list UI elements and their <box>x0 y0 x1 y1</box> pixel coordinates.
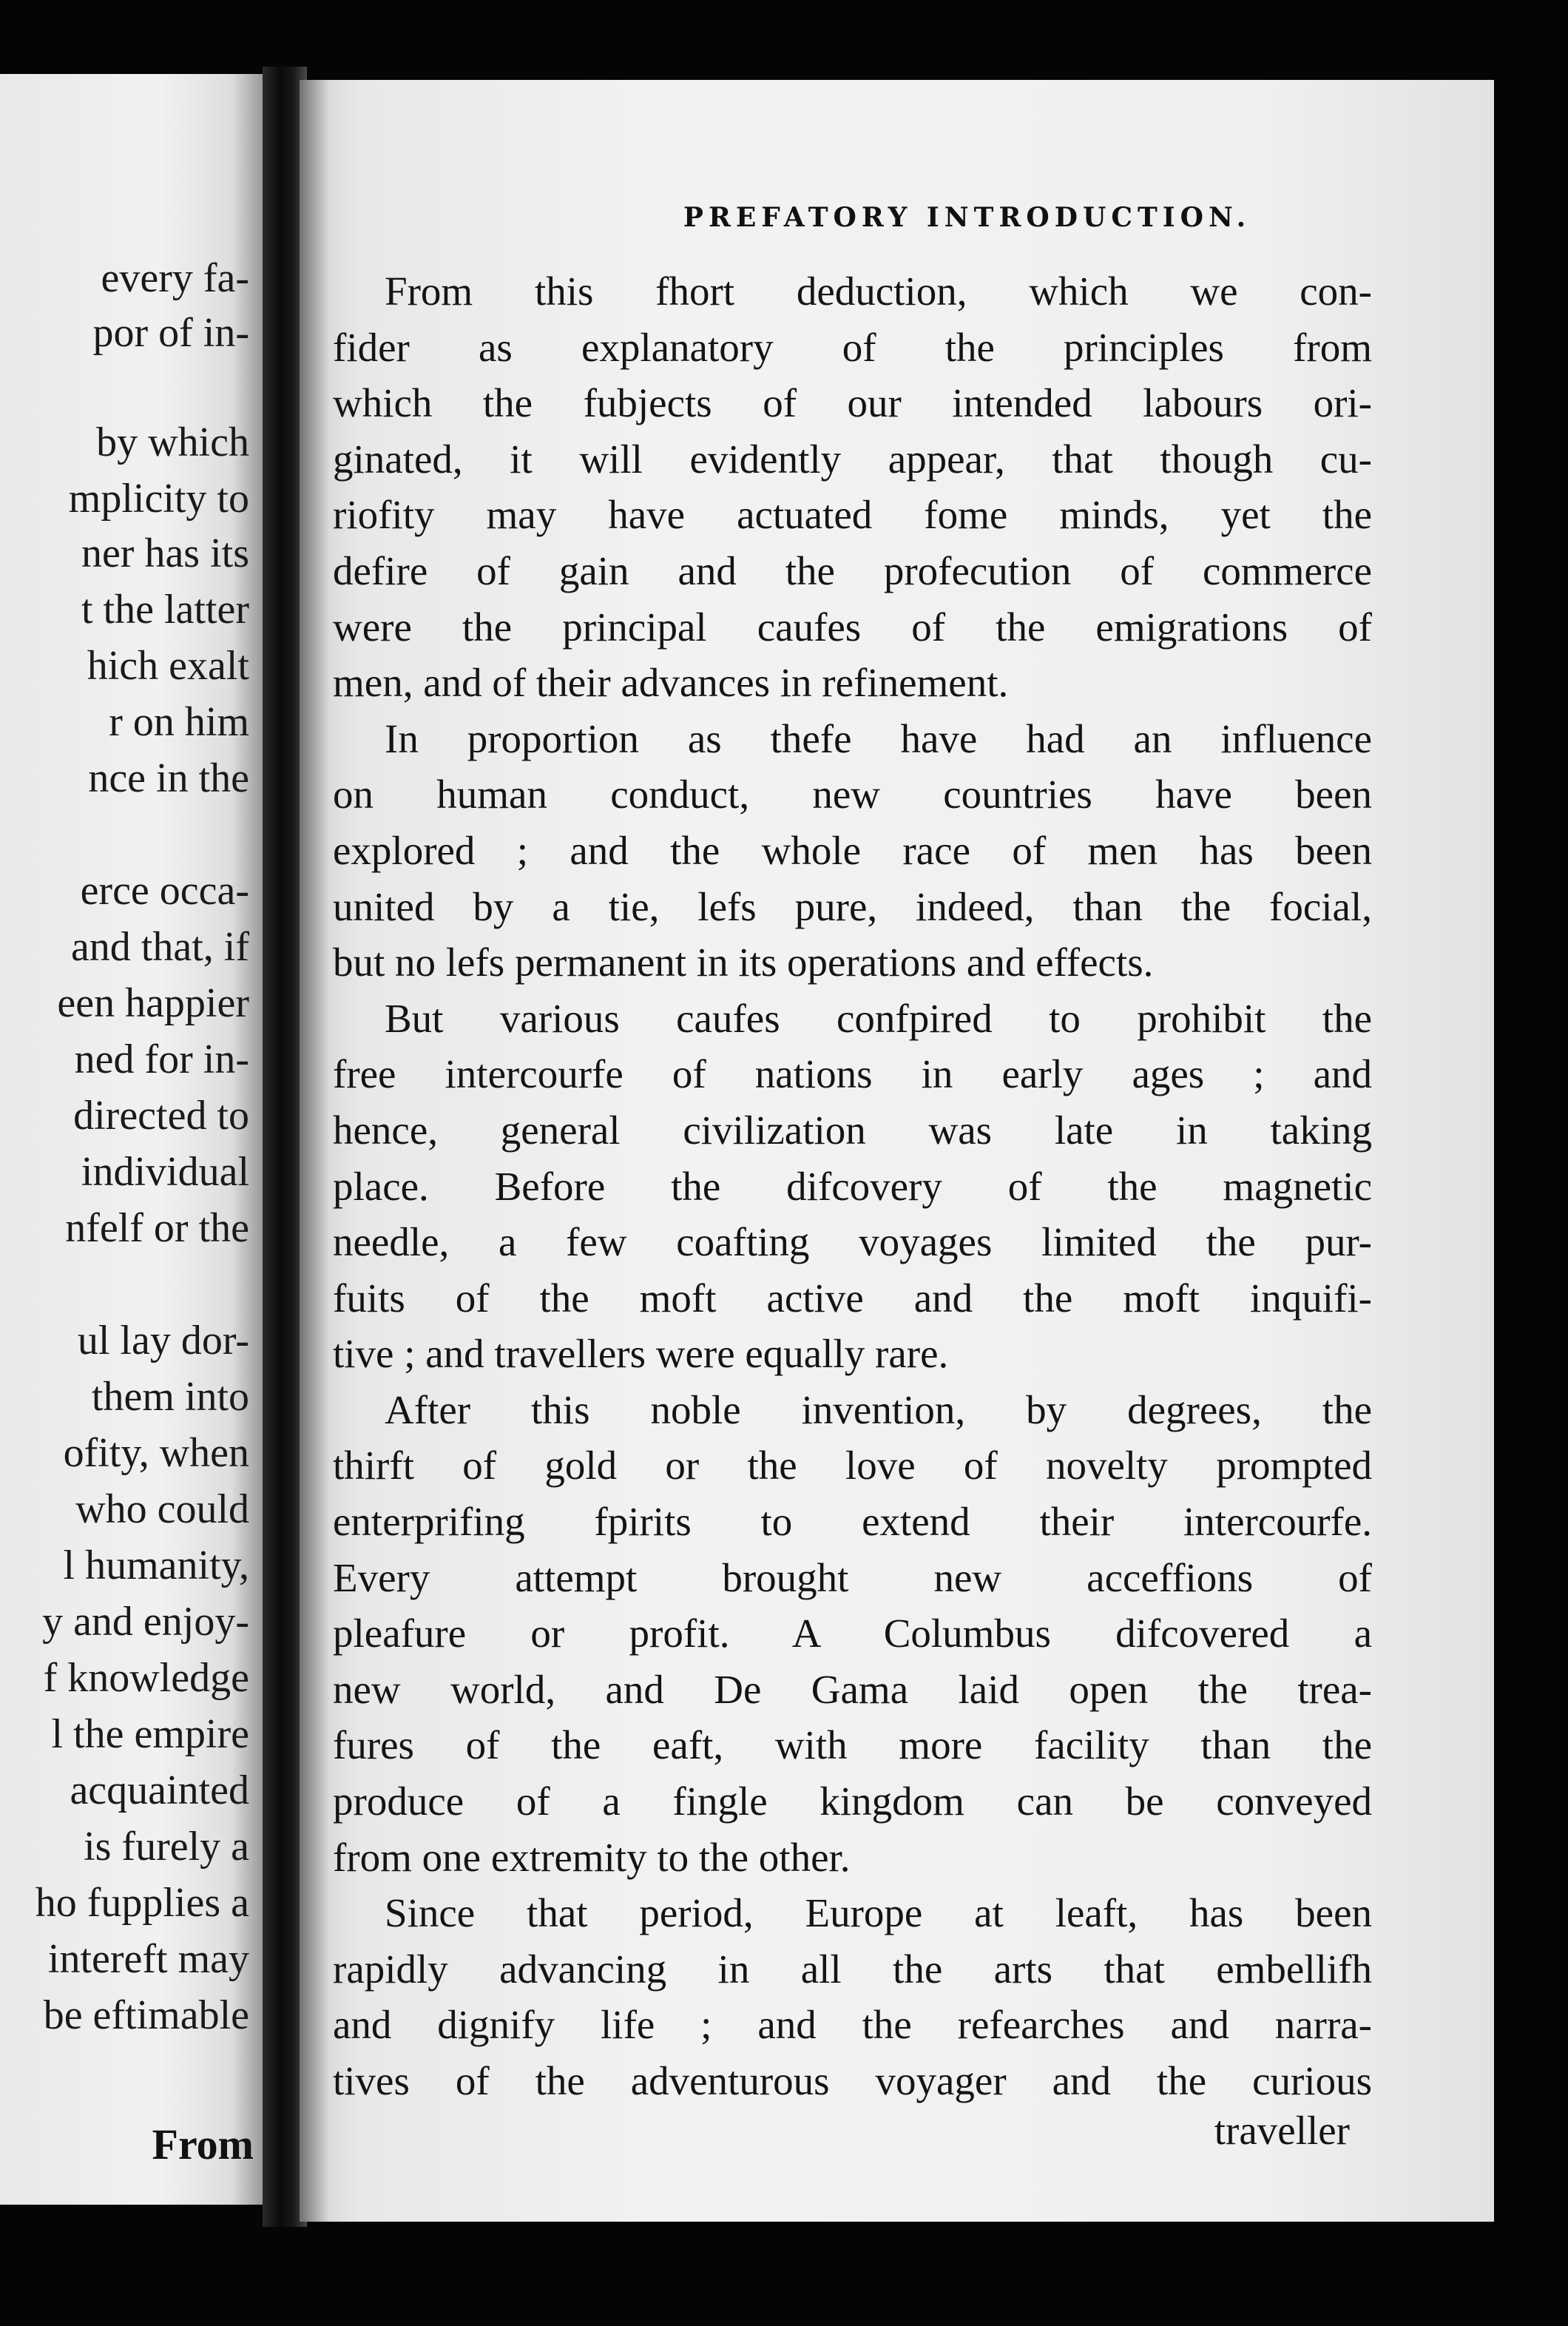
left-text-line: ofity, when <box>63 1430 249 1476</box>
text-line: but no lefs permanent in its operations and effects. <box>333 940 1154 985</box>
text-line: on human conduct, new countries have been <box>333 772 1372 818</box>
text-line: thirft of gold or the love of novelty prompted <box>333 1443 1372 1489</box>
page-body-text <box>333 263 1372 2109</box>
text-line: tives of the adventurous voyager and the curious <box>333 2058 1372 2103</box>
text-line: riofity may have actuated fome minds, yet the <box>333 492 1372 538</box>
left-text-line: and that, if <box>70 924 249 970</box>
left-text-line: them into <box>91 1374 249 1420</box>
text-line: united by a tie, lefs pure, indeed, than the focial, <box>333 883 1372 929</box>
left-text-line: nce in the <box>88 755 249 801</box>
text-line: defire of gain and the profecution of commerce <box>333 547 1372 593</box>
text-line: needle, a few coafting voyages limited the pur- <box>333 1219 1372 1265</box>
left-text-line: f knowledge <box>43 1655 249 1701</box>
left-text-line: l humanity, <box>63 1543 249 1588</box>
left-text-line: intereft may <box>47 1936 249 1982</box>
text-line: new world, and De Gama laid open the trea- <box>333 1666 1372 1712</box>
left-text-line: erce occa- <box>80 868 249 914</box>
left-text-line: directed to <box>73 1093 249 1139</box>
text-line: But various caufes confpired to prohibit the <box>385 995 1372 1041</box>
left-text-line: nfelf or the <box>65 1205 249 1251</box>
left-text-line: acquainted <box>70 1767 249 1813</box>
left-text-line: por of in- <box>92 310 249 356</box>
text-line: free intercourfe of nations in early ages ; and <box>333 1051 1372 1097</box>
left-text-line: y and enjoy- <box>42 1599 249 1645</box>
left-text-line: ul lay dor- <box>77 1318 249 1363</box>
left-text-line: ned for in- <box>74 1036 249 1082</box>
left-text-line: be eftimable <box>43 1992 249 2038</box>
text-line: produce of a fingle kingdom can be conveyed <box>333 1779 1372 1824</box>
left-text-line: hich exalt <box>87 643 249 689</box>
text-line: Every attempt brought new acceffions of <box>333 1554 1372 1600</box>
text-line: Since that period, Europe at leaft, has been <box>385 1890 1372 1936</box>
text-line: enterprifing fpirits to extend their intercourfe. <box>333 1499 1372 1545</box>
text-line: In proportion as thefe have had an influence <box>385 715 1372 761</box>
left-text-line: ner has its <box>81 530 249 576</box>
text-line: pleafure or profit. A Columbus difcovered a <box>333 1611 1372 1656</box>
text-line: from one extremity to the other. <box>333 1834 851 1880</box>
left-text-line: t the latter <box>81 587 249 633</box>
left-text-line: ho fupplies a <box>35 1880 249 1926</box>
text-line: ginated, it will evidently appear, that though cu- <box>333 436 1372 482</box>
left-text-line: who could <box>75 1486 249 1532</box>
text-line: fider as explanatory of the principles from <box>333 324 1372 370</box>
running-head: PREFATORY INTRODUCTION. <box>683 202 1251 233</box>
left-page-fragment <box>0 74 263 2205</box>
text-line: explored ; and the whole race of men has been <box>333 827 1372 873</box>
text-line: men, and of their advances in refinement. <box>333 660 1009 706</box>
text-line: fures of the eaft, with more facility than the <box>333 1722 1372 1768</box>
text-line: and dignify life ; and the refearches and narra- <box>333 2002 1372 2048</box>
catchword: traveller <box>1214 2108 1350 2153</box>
text-line: tive ; and travellers were equally rare. <box>333 1331 949 1377</box>
left-text-line: mplicity to <box>68 476 249 522</box>
text-line: fuits of the moft active and the moft inquifi- <box>333 1275 1372 1321</box>
left-text-line: every fa- <box>101 255 249 301</box>
text-line: were the principal caufes of the emigrations of <box>333 604 1372 650</box>
left-text-line: l the empire <box>51 1711 249 1757</box>
left-text-line: individual <box>81 1149 249 1195</box>
right-page <box>300 80 1494 2222</box>
text-line: hence, general civilization was late in taking <box>333 1107 1372 1153</box>
text-line: rapidly advancing in all the arts that embellifh <box>333 1946 1372 1992</box>
left-text-line: r on him <box>109 699 249 745</box>
text-line: place. Before the difcovery of the magnetic <box>333 1163 1372 1209</box>
left-text-line: is furely a <box>84 1824 249 1870</box>
left-text-line: een happier <box>57 980 249 1026</box>
text-line: After this noble invention, by degrees, the <box>385 1386 1372 1432</box>
text-line: From this fhort deduction, which we con- <box>385 269 1372 314</box>
text-line: which the fubjects of our intended labours ori- <box>333 380 1372 426</box>
page-edge-shadow <box>300 80 329 2222</box>
left-page-catchword: From <box>152 2120 254 2168</box>
left-text-line: by which <box>96 419 249 465</box>
